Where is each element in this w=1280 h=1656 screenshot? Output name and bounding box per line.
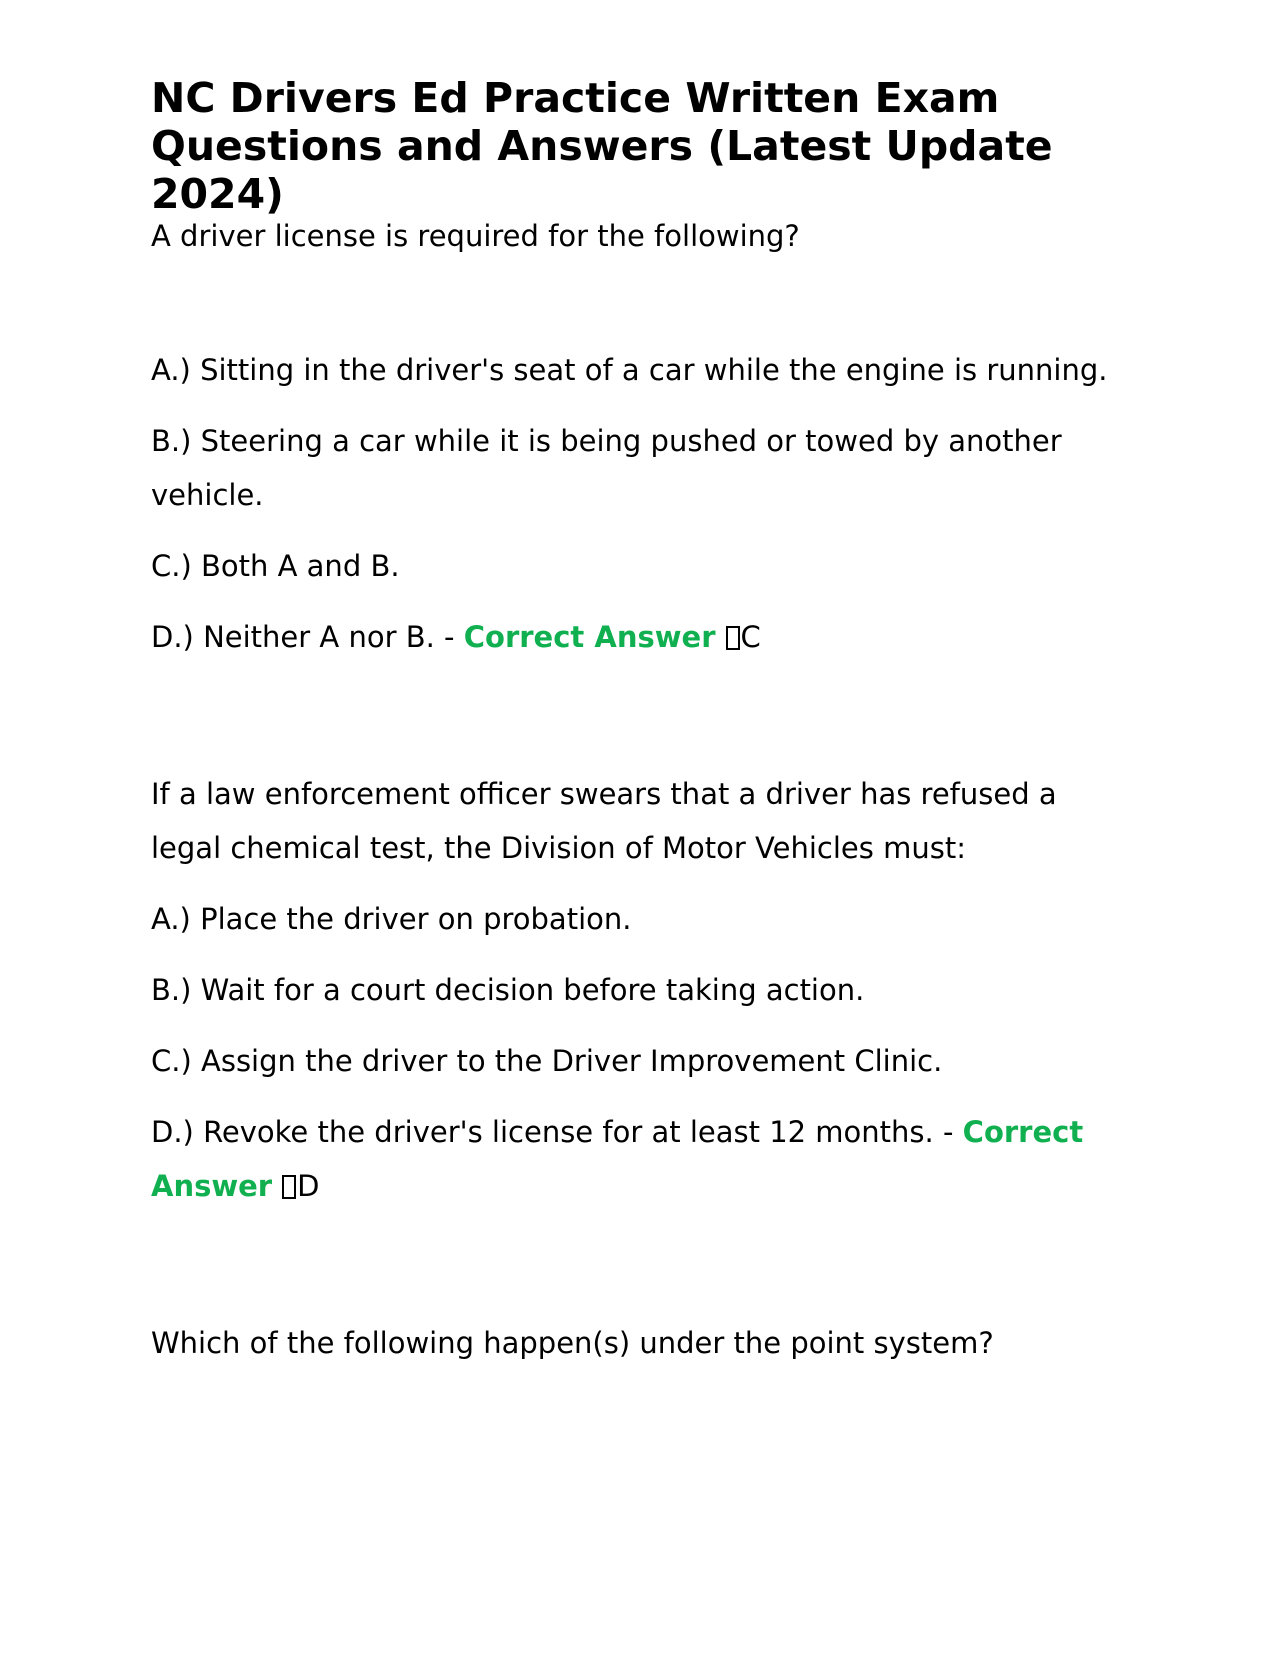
document-title: NC Drivers Ed Practice Written Exam Questions and Answers (Latest Update 2024) — [151, 74, 1053, 218]
question-1-prompt: A driver license is required for the following? — [151, 219, 800, 253]
spacer — [151, 263, 1111, 343]
question-2-prompt: If a law enforcement officer swears that a driver has refused a legal chemical test, the Division of Motor Vehicles must: — [151, 777, 1057, 865]
question-1-answer: C — [740, 620, 761, 654]
question-2-option-d — [151, 1105, 1111, 1213]
question-2-option-a: A.) Place the driver on probation. — [151, 902, 632, 936]
question-1-option-c: C.) Both A and B. — [151, 549, 400, 583]
question-2-option-b: B.) Wait for a court decision before taking action. — [151, 973, 865, 1007]
question-1-option-d — [151, 610, 1111, 664]
correct-answer-label: Correct Answer — [151, 1115, 1084, 1203]
question-1-option-a: A.) Sitting in the driver's seat of a car while the engine is running. — [151, 353, 1108, 387]
question-1-option-d-text: D.) Neither A nor B. - — [151, 620, 455, 654]
spacer — [151, 681, 1111, 767]
missing-glyph-box-icon — [726, 626, 740, 650]
question-2-option-c: C.) Assign the driver to the Driver Improvement Clinic. — [151, 1044, 943, 1078]
document-page — [151, 74, 1111, 1387]
question-2-answer: D — [297, 1169, 320, 1203]
question-1-option-b: B.) Steering a car while it is being pushed or towed by another vehicle. — [151, 424, 1062, 512]
question-3-prompt: Which of the following happen(s) under the point system? — [151, 1326, 994, 1360]
spacer — [151, 1230, 1111, 1316]
question-2-option-d-text: D.) Revoke the driver's license for at least 12 months. - — [151, 1115, 954, 1149]
correct-answer-label: Correct Answer — [463, 620, 716, 654]
missing-glyph-box-icon — [282, 1175, 296, 1199]
